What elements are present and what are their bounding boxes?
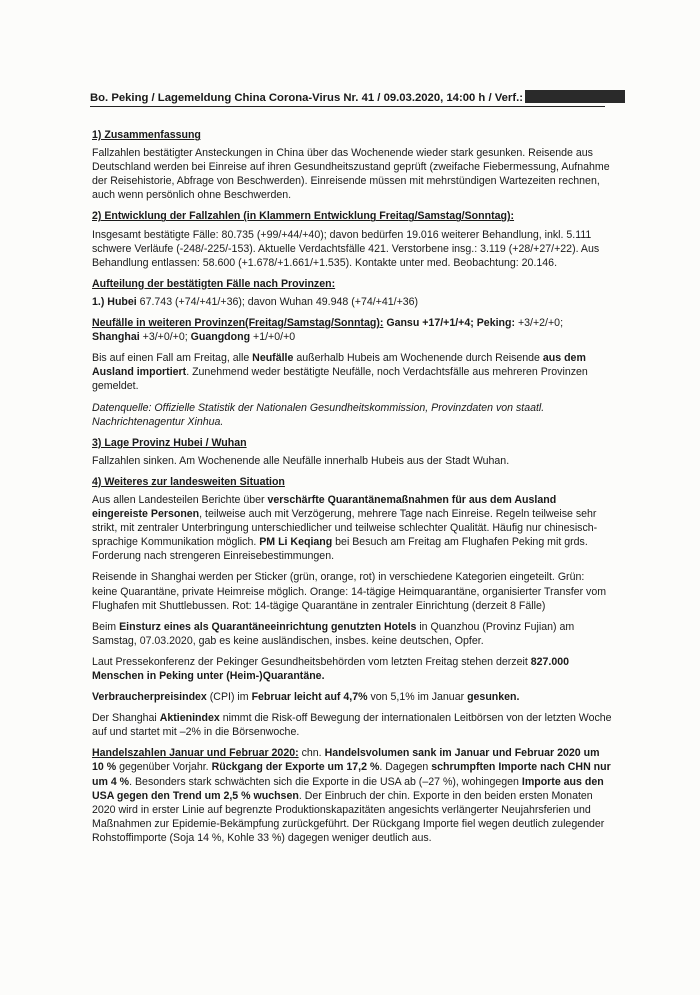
guangdong-values: +1/+0/+0 [250,331,296,344]
hubei-line [92,295,612,309]
gansu-values: Gansu +17/+1/+4; [383,317,477,330]
section-heading-further: 4) Weiteres zur landesweiten Situation [92,475,285,488]
new-cases-heading: Neufälle in weiteren Provinzen(Freitag/Samstag/Sonntag): [92,317,384,330]
peking-values: +3/+2/+0; [515,317,564,330]
text-run-bold: Neufälle [252,352,294,365]
trade-figures-paragraph [92,746,612,845]
section-heading-summary: 1) Zusammenfassung [92,129,201,141]
text-run-bold: verschärfte Quarantänemaßnahmen für aus dem Ausland eingereiste Personen [92,493,557,521]
shanghai-values: +3/+0/+0; [139,331,191,344]
text-run-bold: aus dem Ausland importiert [92,352,586,379]
document-body [92,128,612,852]
text-run-bold: Februar leicht auf 4,7% [251,691,368,704]
text-run: gegenüber Vorjahr. [116,761,212,774]
text-run: bei Besuch am Freitag am Flughafen Peking mit grds. Forderung nach strengeren Einreisebestimmungen. [92,536,588,563]
cpi-paragraph [92,690,612,704]
guangdong-label: Guangdong [190,331,251,344]
text-run: . Zunehmend weder bestätigte Neufälle, noch Verdachtsfälle aus mehreren Provinzen gemeldet. [92,366,588,393]
text-run-bold: Aktienindex [159,712,220,725]
header-title: Bo. Peking / Lagemeldung China Corona-Virus Nr. 41 / 09.03.2020, 14:00 h / Verf.: [90,92,523,104]
text-run: von 5,1% im Januar [367,691,468,704]
hotel-collapse-paragraph [92,620,612,648]
text-run-bold: Einsturz eines als Quarantäneeinrichtung genutzten Hotels [119,620,417,633]
text-run: Aus allen Landesteilen Berichte über [92,493,268,506]
text-run: chn. [298,747,325,760]
text-run: in Quanzhou (Provinz Fujian) am Samstag, 07.03.2020, gab es keine ausländischen, insbes. keine deutschen, Opfer. [92,620,575,647]
text-run-bold: schrumpften Importe nach CHN nur um 4 % [92,761,611,788]
quarantine-paragraph [92,493,612,563]
summary-text: Fallzahlen bestätigter Ansteckungen in China über das Wochenende wieder stark gesunken. Reisende aus Deutschland werden bei Einreise auf ihren Gesundheitszustand geprüft (zweifache Fiebermessung, Aufnahme der Reisehistorie, Abfrage von Beschwerden). Einreisende müssen mit mehrstündigen Wartezeiten rechnen, auch wenn persönlich ohne Beschwerden. [92,147,610,202]
text-run-bold: 827.000 Menschen in Peking unter (Heim-)Quarantäne. [92,655,570,682]
new-cases-line [92,316,612,344]
redaction-bar [525,90,625,103]
peking-label: Peking: [476,317,515,330]
data-source-note: Datenquelle: Offizielle Statistik der Nationalen Gesundheitskommission, Provinzdaten von staatl. Nachrichtenagentur Xinhua. [92,401,545,428]
hubei-situation-text: Fallzahlen sinken. Am Wochenende alle Neufälle innerhalb Hubeis aus der Stadt Wuhan. [92,454,510,467]
provinces-heading: Aufteilung der bestätigten Fälle nach Provinzen: [92,277,336,290]
text-run: Bis auf einen Fall am Freitag, alle [92,352,253,365]
text-run: . Dagegen [379,761,432,774]
hubei-label: 1.) Hubei [92,295,137,308]
text-run: Der Shanghai [92,712,160,725]
shanghai-label: Shanghai [92,331,140,344]
stock-index-paragraph [92,711,612,739]
shanghai-sticker-paragraph: Reisende in Shanghai werden per Sticker (grün, orange, rot) in verschiedene Kategorien eingeteilt. Grün: keine Quarantäne, private Heimreise möglich. Orange: 14-tägige Heimquarantäne, organisierter Transfer vom Flughafen mit Shuttlebussen. Rot: 14-tägige Quarantäne in zentraler Einrichtung (derzeit 8 Fälle) [92,571,607,612]
text-run-bold: Verbraucherpreisindex [92,691,207,704]
text-run-bold: Handelsvolumen sank im Januar und Februar 2020 um 10 % [92,747,600,774]
text-run: außerhalb Hubeis am Wochenende durch Reisende [293,352,543,365]
text-run-bold: gesunken. [467,691,520,704]
imported-cases-paragraph [92,351,612,393]
text-run: . Besonders stark schwächten sich die Exporte in die USA ab (–27 %), wohingegen [129,775,522,788]
text-run-bold: PM Li Keqiang [259,536,333,549]
document-header [90,90,605,107]
section-heading-hubei: 3) Lage Provinz Hubei / Wuhan [92,436,247,449]
peking-quarantine-paragraph [92,655,612,683]
text-run: nimmt die Risk-off Bewegung der internationalen Leitbörsen von der letzten Woche auf und startet mit –2% in die Börsenwoche. [92,712,612,739]
text-run-bold: Rückgang der Exporte um 17,2 % [211,761,380,774]
text-run: Laut Pressekonferenz der Pekinger Gesundheitsbehörden vom letzten Freitag stehen derzeit [92,655,531,668]
text-run-bold: Importe aus den USA gegen den Trend um 2,5 % wuchsen [92,775,604,802]
section-heading-case-development: 2) Entwicklung der Fallzahlen (in Klammern Entwicklung Freitag/Samstag/Sonntag): [92,210,515,223]
text-run: , teilweise auch mit Verzögerung, mehrere Tage nach Einreise. Regeln teilweise sehr strikt, mit zentraler Unterbringung unterschiedlicher und teilweise schlechter Qualität. Häufig nur chinesisch-sprachige Kommunikation möglich. [92,508,598,549]
text-run: . Der Einbruch der chin. Exporte in den beiden ersten Monaten 2020 wird in erster Linie auf begrenzte Produktionskapazitäten angesichts verlängerter Neujahrsferien und Maßnahmen zur Epidemie-Bekämpfung zurückgeführt. Der Rückgang Importe fiel wegen deutlich zulegender Rohstoffimporte (Soja 14 %, Kohle 33 %) dagegen weniger deutlich aus. [92,789,605,844]
case-totals-text: Insgesamt bestätigte Fälle: 80.735 (+99/+44/+40); davon bedürfen 19.016 weiterer Behandlung, inkl. 5.111 schwere Verläufe (-248/-225/-153). Aktuelle Verdachtsfälle 421. Verstorbene insg.: 3.119 (+28/+27/+22). Aus Behandlung entlassen: 58.600 (+1.678/+1.661/+1.535). Kontakte unter med. Beobachtung: 20.146. [92,228,600,269]
hubei-values: 67.743 (+74/+41/+36); davon Wuhan 49.948 (+74/+41/+36) [136,295,419,308]
text-run: Beim [92,620,120,633]
text-run: (CPI) im [206,691,252,704]
text-run-bold-underline: Handelszahlen Januar und Februar 2020: [92,747,299,760]
